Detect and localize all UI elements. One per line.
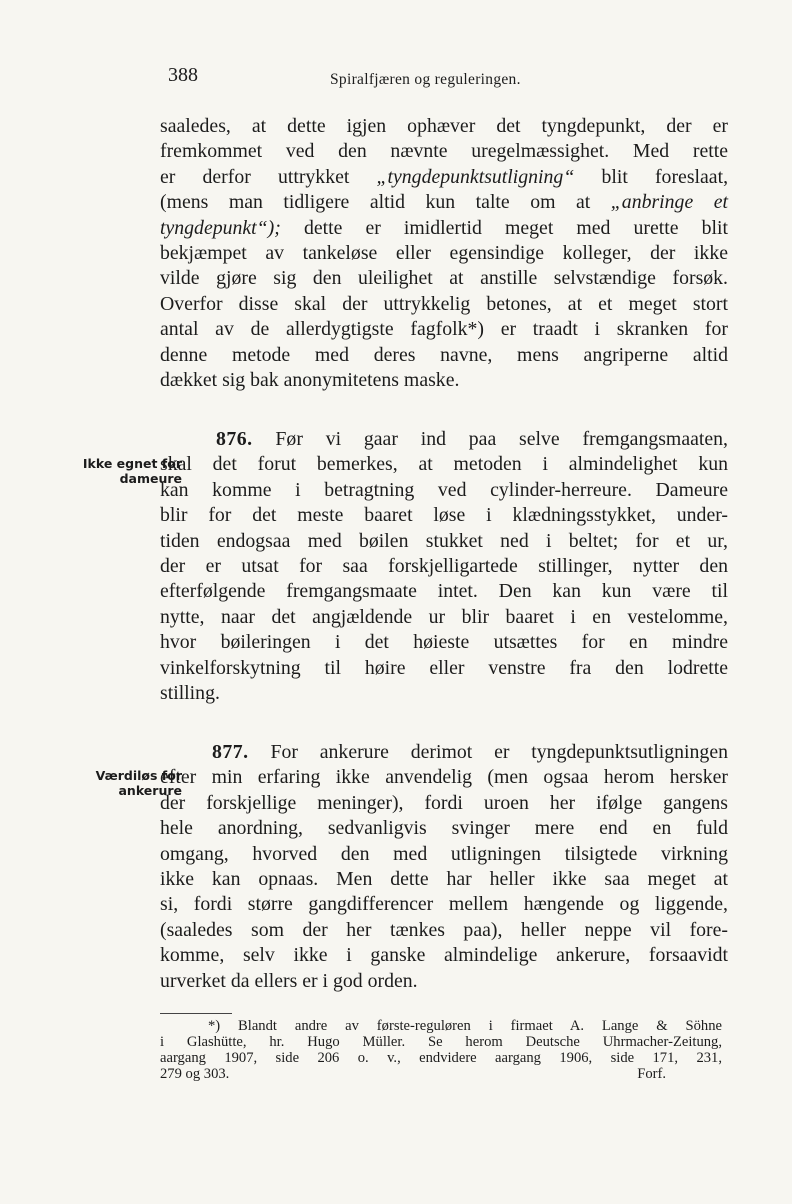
text-line: dækket sig bak anonymitetens maske. [160, 369, 460, 392]
text-line: stilling. [160, 682, 220, 705]
footnote-line: *) Blandt andre av første-reguløren i firmaet A. Lange & Söhne [208, 1018, 722, 1034]
text-line: hvor bøileringen i det høieste utsættes for en mindre [160, 631, 728, 654]
text-span: blit foreslaat, [601, 165, 729, 188]
text-line: der er utsat for saa forskjelligartede stillinger, nytter den [160, 555, 728, 578]
text-line: kan komme i betragtning ved cylinder-herreure. Dameure [160, 478, 728, 501]
margin-note-line: ankerure [118, 783, 182, 798]
text-line: fremkommet ved den nævnte uregelmæssighet. Med rette [160, 140, 728, 163]
text-line: ikke kan opnaas. Men dette har heller ikke saa meget at [160, 868, 728, 891]
italic-term: „tyngdepunktsutligning“ [376, 165, 575, 188]
text-line: vilde gjøre sig den uleilighet at anstille selvstændige forsøk. [160, 267, 728, 290]
text-line: denne metode med deres navne, mens angriperne altid [160, 343, 728, 366]
text-line: skal det forut bemerkes, at metoden i almindelighet kun [160, 453, 728, 476]
running-title: Spiralfjæren og reguleringen. [330, 71, 521, 88]
section-number: 877. [212, 741, 249, 763]
text-line [160, 427, 728, 452]
italic-term: „anbringe et [610, 191, 729, 214]
text-line: tiden endogsaa med bøilen stukket ned i beltet; for et ur, [160, 529, 728, 552]
italic-term: tyngdepunkt“); [160, 216, 281, 239]
text-line: si, fordi større gangdifferencer mellem hængende og liggende, [160, 893, 728, 916]
text-line [160, 165, 728, 190]
text-line: blir for det meste baaret løse i klædningsstykket, under- [160, 504, 728, 527]
text-line: antal av de allerdygtigste fagfolk*) er traadt i skranken for [160, 318, 728, 341]
text-line: efter min erfaring ikke anvendelig (men ogsaa herom hersker [160, 766, 728, 789]
text-span: For ankerure derimot er tyngdepunktsutligningen [270, 741, 728, 763]
section-number: 876. [216, 428, 253, 450]
footnote-last-row [160, 1066, 722, 1082]
text-line: (saaledes som der her tænkes paa), heller neppe vil fore- [160, 918, 728, 941]
text-line: der forskjellige meninger), fordi uroen her ifølge gangens [160, 791, 728, 814]
margin-note-line: Værdiløs for [95, 768, 182, 783]
margin-note-line: Ikke egnet for [82, 456, 182, 471]
text-line [160, 740, 728, 765]
footnote-line: 279 og 303. [160, 1066, 230, 1082]
text-line: saaledes, at dette igjen ophæver det tyngdepunkt, der er [160, 115, 728, 137]
text-span: (mens man tidligere altid kun talte om at [160, 191, 591, 214]
text-line: urverket da ellers er i god orden. [160, 969, 418, 992]
footnote-line: i Glashütte, hr. Hugo Müller. Se herom Deutsche Uhrmacher-Zeitung, [160, 1034, 722, 1050]
text-span: dette er imidlertid meget med urette blit [303, 216, 728, 239]
page-number: 388 [168, 64, 198, 86]
text-line: komme, selv ikke i ganske almindelige ankerure, forsaavidt [160, 944, 728, 967]
text-line: bekjæmpet av tankeløse eller egensindige kolleger, der ikke [160, 242, 728, 265]
footnote-signature: Forf. [637, 1066, 666, 1082]
intro-paragraph [160, 114, 728, 393]
footnote-line: aargang 1907, side 206 o. v., endvidere aargang 1906, side 171, 231, [160, 1050, 722, 1066]
text-span: Før vi gaar ind paa selve fremgangsmaaten, [275, 428, 728, 450]
text-line: omgang, hvorved den med utligningen tilsigtede virkning [160, 842, 728, 865]
section-876-paragraph [160, 427, 728, 706]
footnote-divider [160, 1013, 232, 1014]
text-span: er derfor uttrykket [160, 165, 350, 188]
text-line: efterfølgende fremgangsmaate intet. Den kan kun være til [160, 580, 728, 603]
text-line: Overfor disse skal der uttrykkelig betones, at et meget stort [160, 292, 728, 315]
text-line [160, 216, 728, 241]
text-line: vinkelforskytning til høire eller venstre fra den lodrette [160, 656, 728, 679]
margin-note-line: dameure [119, 471, 182, 486]
text-line [160, 190, 728, 215]
footnote [160, 1018, 722, 1082]
text-line: nytte, naar det angjældende ur blir baaret i en vestelomme, [160, 605, 728, 628]
section-877-paragraph [160, 740, 728, 994]
text-line: hele anordning, sedvanligvis svinger mere end en fuld [160, 817, 728, 840]
